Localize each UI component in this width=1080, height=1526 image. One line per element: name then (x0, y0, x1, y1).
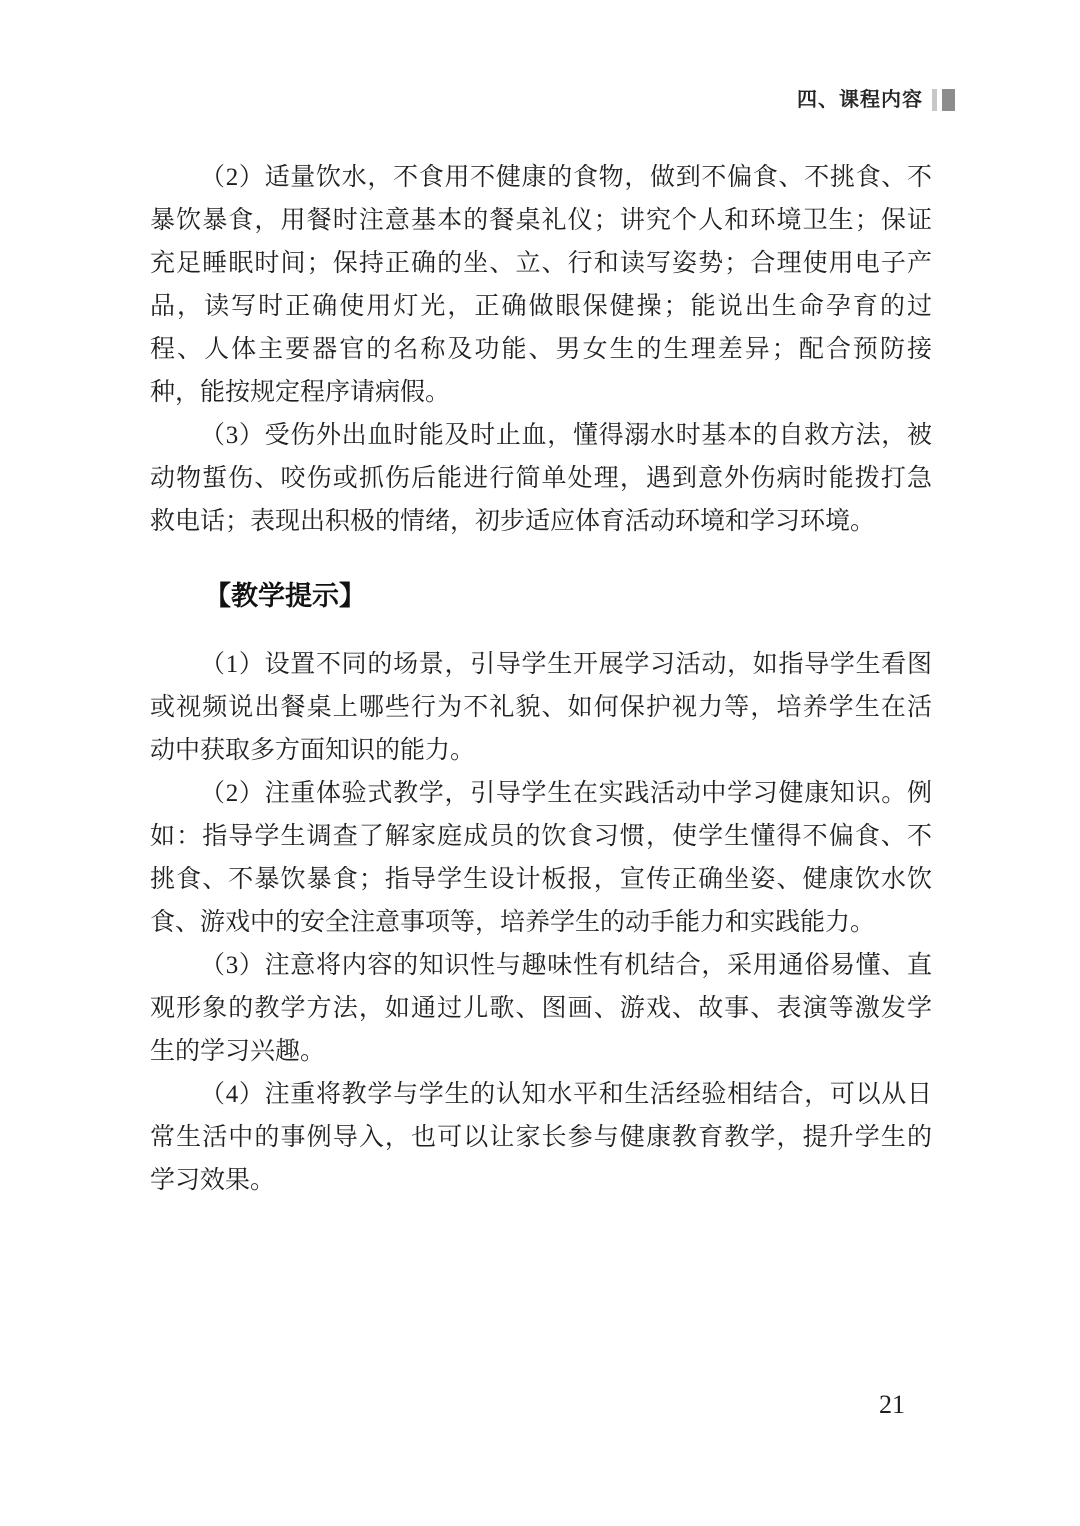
paragraph-line: 观形象的教学方法，如通过儿歌、图画、游戏、故事、表演等激发学 (150, 995, 932, 1022)
header-bar-dark-icon (942, 89, 955, 111)
document-body (150, 156, 932, 1202)
paragraph-line: 生的学习兴趣。 (150, 1038, 326, 1065)
paragraph-line: 食、游戏中的安全注意事项等，培养学生的动手能力和实践能力。 (150, 909, 876, 936)
paragraph-line: 或视频说出餐桌上哪些行为不礼貌、如何保护视力等，培养学生在活 (150, 694, 932, 721)
paragraph-line: 品，读写时正确使用灯光，正确做眼保健操；能说出生命孕育的过 (150, 293, 932, 320)
paragraph-line: 种，能按规定程序请病假。 (150, 379, 451, 406)
paragraph-line: 救电话；表现出积极的情绪，初步适应体育活动环境和学习环境。 (150, 508, 876, 535)
paragraph-line: （2）注重体验式教学，引导学生在实践活动中学习健康知识。例 (200, 780, 932, 807)
tip-paragraph-2 (150, 772, 932, 944)
paragraph-line: 常生活中的事例导入，也可以让家长参与健康教育教学，提升学生的 (150, 1124, 932, 1151)
paragraph-line: （4）注重将教学与学生的认知水平和生活经验相结合，可以从日 (200, 1081, 932, 1108)
paragraph-line: 如：指导学生调查了解家庭成员的饮食习惯，使学生懂得不偏食、不 (150, 823, 932, 850)
running-header (797, 88, 955, 112)
paragraph-line: （2）适量饮水，不食用不健康的食物，做到不偏食、不挑食、不 (200, 164, 932, 191)
page-number: 21 (879, 1390, 905, 1419)
paragraph-line: 程、人体主要器官的名称及功能、男女生的生理差异；配合预防接 (150, 336, 932, 363)
paragraph-line: 动物蜇伤、咬伤或抓伤后能进行简单处理，遇到意外伤病时能拨打急 (150, 465, 932, 492)
paragraph-line: 挑食、不暴饮暴食；指导学生设计板报，宣传正确坐姿、健康饮水饮 (150, 866, 932, 893)
tip-paragraph-4 (150, 1073, 932, 1202)
header-bar-light-icon (932, 89, 937, 111)
paragraph-line: （3）注意将内容的知识性与趣味性有机结合，采用通俗易懂、直 (200, 952, 932, 979)
tip-paragraph-3 (150, 944, 932, 1073)
paragraph-line: 暴饮暴食，用餐时注意基本的餐桌礼仪；讲究个人和环境卫生；保证 (150, 207, 932, 234)
paragraph-2-health-habits (150, 156, 932, 414)
tip-paragraph-1 (150, 643, 932, 772)
paragraph-line: 充足睡眠时间；保持正确的坐、立、行和读写姿势；合理使用电子产 (150, 250, 932, 277)
paragraph-line: （1）设置不同的场景，引导学生开展学习活动，如指导学生看图 (200, 651, 932, 678)
paragraph-line: 学习效果。 (150, 1167, 276, 1194)
running-header-title: 四、课程内容 (797, 89, 923, 111)
paragraph-3-first-aid (150, 414, 932, 543)
paragraph-line: （3）受伤外出血时能及时止血，懂得溺水时基本的自救方法，被 (200, 422, 932, 449)
paragraph-line: 动中获取多方面知识的能力。 (150, 737, 476, 764)
section-heading-teaching-tips: 【教学提示】 (204, 581, 366, 611)
